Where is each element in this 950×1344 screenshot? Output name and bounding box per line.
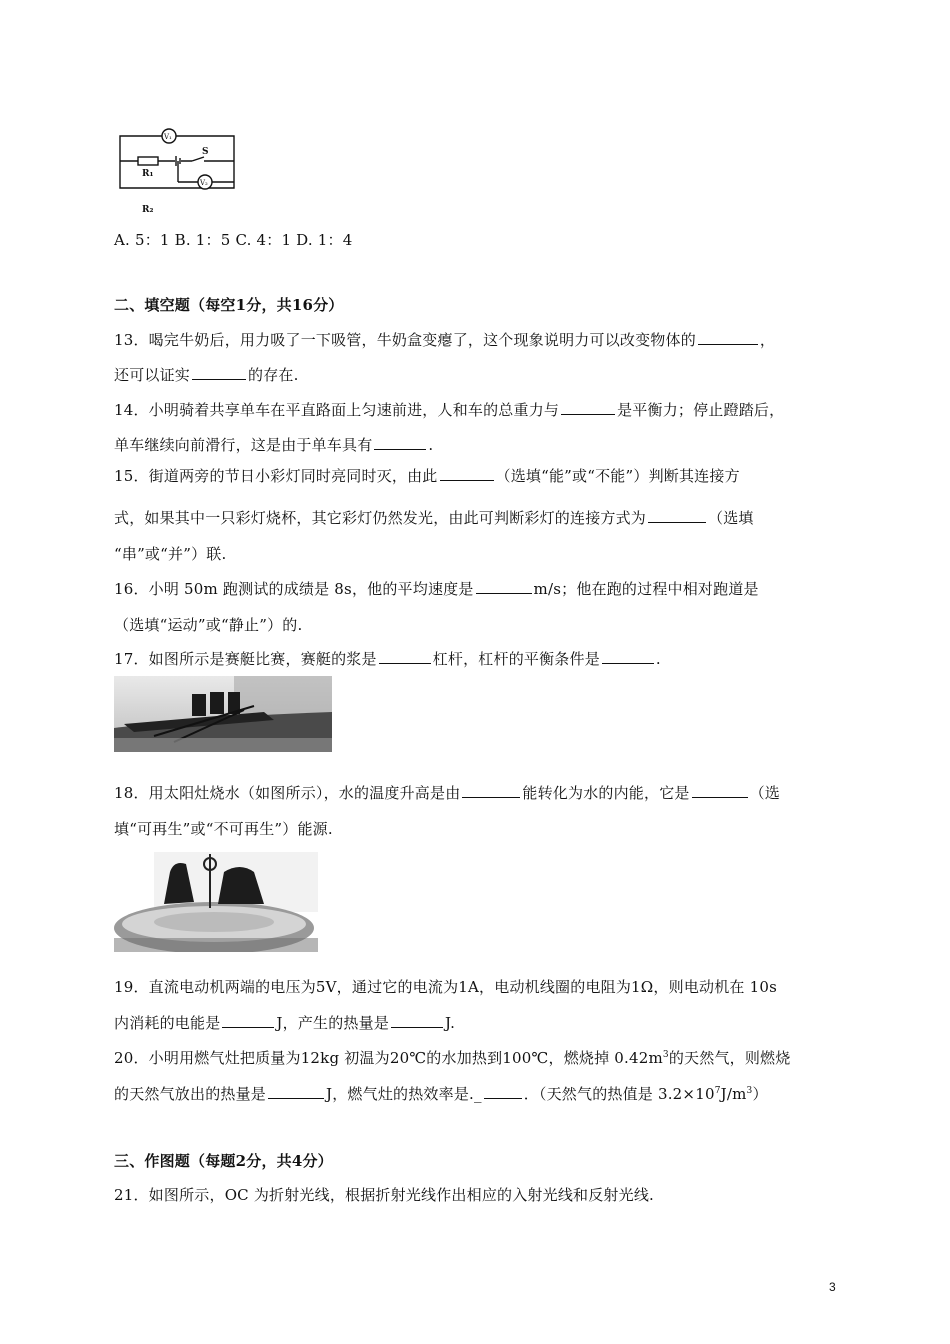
q15-line2: 式，如果其中一只彩灯烧杯，其它彩灯仍然发光，由此可判断彩灯的连接方式为 （选填 [114,509,754,527]
q16-line1: 16．小明 50m 跑测试的成绩是 8s，他的平均速度是 m/s；他在跑的过程中相对跑道是 [114,580,759,598]
q17-line1: 17．如图所示是赛艇比赛，赛艇的浆是 杠杆，杠杆的平衡条件是 . [114,650,661,668]
answer-blank[interactable] [698,343,758,345]
q12-options: A. 5：1 B. 1：5 C. 4：1 D. 1：4 [114,231,353,249]
answer-blank[interactable] [374,448,426,450]
answer-blank[interactable] [391,1026,443,1028]
section2-heading: 二、填空题（每空1分，共16分） [114,296,344,314]
answer-blank[interactable] [692,796,748,798]
q18-line1: 18．用太阳灶烧水（如图所示），水的温度升高是由 能转化为水的内能，它是 （选 [114,784,780,802]
v2-label: V₂ [200,179,208,187]
answer-blank[interactable] [476,592,532,594]
solar-cooker-photo [114,852,318,952]
q15-line1: 15．街道两旁的节日小彩灯同时亮同时灭，由此 （选填“能”或“不能”）判断其连接方 [114,467,740,485]
q20-line1: 20．小明用燃气灶把质量为12kg 初温为20℃的水加热到100℃，燃烧掉 $0.42m^3$的天然气，则燃烧 [114,1049,791,1067]
q18-line2: 填“可再生”或“不可再生”）能源. [114,820,333,838]
q15-line3: “串”或“并”）联. [114,545,227,563]
answer-blank[interactable] [440,479,494,481]
q14-line1: 14．小明骑着共享单车在平直路面上匀速前进，人和车的总重力与 是平衡力；停止蹬踏后， [114,401,785,419]
rowing-photo [114,676,332,752]
answer-blank[interactable] [222,1026,274,1028]
answer-blank[interactable] [379,662,431,664]
v1-label: V₁ [164,133,172,141]
q19-line1: 19．直流电动机两端的电压为5V，通过它的电流为1A，电动机线圈的电阻为1Ω，则电动机在 10s [114,978,777,996]
answer-blank[interactable] [268,1097,324,1099]
q20-line2: 的天然气放出的热量是 J，燃气灶的热效率是._ ．（天然气的热值是 $3.2\times 10^7J/m^3$） [114,1085,768,1103]
answer-blank[interactable] [192,378,246,380]
answer-blank[interactable] [602,662,654,664]
answer-blank[interactable] [561,413,615,415]
q14-line2: 单车继续向前滑行，这是由于单车具有 . [114,436,434,454]
r2-label: R₂ [142,205,154,215]
answer-blank[interactable] [648,521,706,523]
circuit-diagram [112,128,242,216]
q13-line1: 13．喝完牛奶后，用力吸了一下吸管，牛奶盒变瘪了，这个现象说明力可以改变物体的 ， [114,331,776,349]
section3-heading: 三、作图题（每题2分，共4分） [114,1152,333,1170]
r1-label: R₁ [142,169,154,179]
page-number: 3 [829,1280,836,1294]
answer-blank[interactable] [462,796,520,798]
answer-blank[interactable] [484,1097,522,1099]
q16-line2: （选填“运动”或“静止”）的. [114,616,303,634]
q21-line: 21．如图所示，OC 为折射光线，根据折射光线作出相应的入射光线和反射光线. [114,1186,655,1204]
q13-line2: 还可以证实 的存在. [114,366,299,384]
q19-line2: 内消耗的电能是 J，产生的热量是 J. [114,1014,456,1032]
switch-label: S [202,147,209,157]
